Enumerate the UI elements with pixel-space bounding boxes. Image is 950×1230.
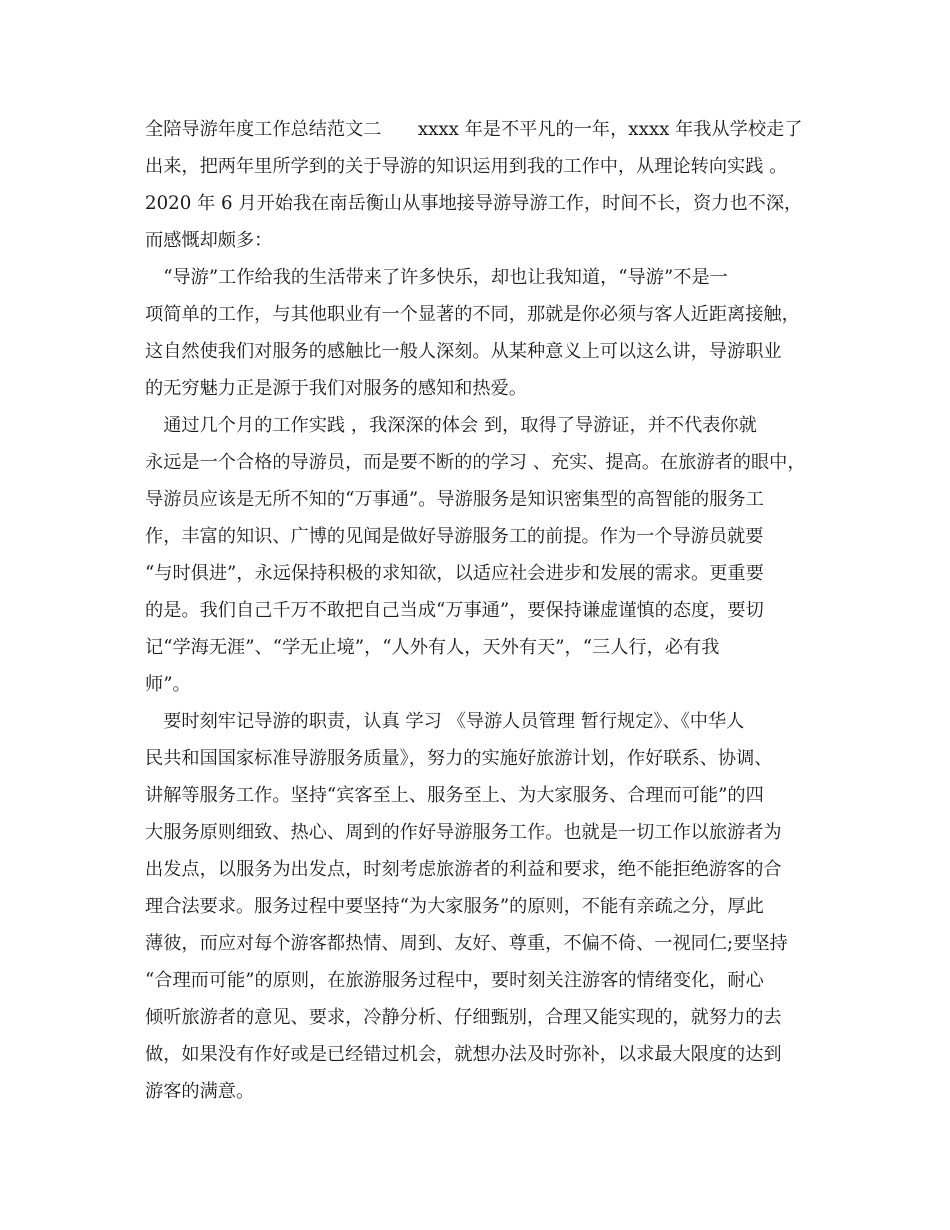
text-line: 通过几个月的工作实践 ，我深深的体会 到，取得了导游证，并不代表你就 — [145, 415, 757, 436]
text-line: 2020 年 6 月开始我在南岳衡山从事地接导游导游工作，时间不长，资力也不深， — [145, 193, 803, 214]
text-line: “与时俱进”，永远保持积极的求知欲，以适应社会进步和发展的需求。更重要 — [145, 563, 764, 584]
text-line: 理合法要求。服务过程中要坚持“为大家服务”的原则，不能有亲疏之分，厚此 — [145, 896, 764, 917]
text-line: 的无穷魅力正是源于我们对服务的感知和热爱。 — [145, 378, 527, 399]
text-line: 永远是一个合格的导游员，而是要不断的的学习 、充实、提高。在旅游者的眼中， — [145, 452, 806, 473]
text-line: 项简单的工作，与其他职业有一个显著的不同，那就是你必须与客人近距离接触， — [145, 304, 800, 325]
text-line: 导游员应该是无所不知的“万事通”。导游服务是知识密集型的高智能的服务工 — [145, 489, 764, 510]
text-line: 薄彼，而应对每个游客都热情、周到、友好、尊重，不偏不倚、一视同仁;要坚持 — [145, 933, 788, 954]
text-line: 做，如果没有作好或是已经错过机会，就想办法及时弥补，以求最大限度的达到 — [145, 1044, 782, 1065]
text-line: “导游”工作给我的生活带来了许多快乐，却也让我知道，“导游”不是一 — [145, 267, 728, 288]
text-line: 游客的满意。 — [145, 1081, 255, 1102]
text-line: 出来，把两年里所学到的关于导游的知识运用到我的工作中，从理论转向实践 。 — [145, 156, 788, 177]
text-line: 记“学海无涯”、“学无止境”，“人外有人，天外有天”，“三人行，必有我 — [145, 637, 720, 658]
text-line: “合理而可能”的原则，在旅游服务过程中，要时刻关注游客的情绪变化，耐心 — [145, 970, 764, 991]
text-line: 这自然使我们对服务的感触比一般人深刻。从某种意义上可以这么讲，导游职业 — [145, 341, 782, 362]
text-line: 的是。我们自己千万不敢把自己当成“万事通”，要保持谦虚谨慎的态度，要切 — [145, 600, 764, 621]
text-line: 要时刻牢记导游的职责，认真 学习 《导游人员管理 暂行规定》、《中华人 — [145, 711, 745, 732]
text-line: 倾听旅游者的意见、要求，冷静分析、仔细甄别，合理又能实现的，就努力的去 — [145, 1007, 782, 1028]
text-line: 讲解等服务工作。坚持“宾客至上、服务至上、为大家服务、合理而可能”的四 — [145, 785, 764, 806]
text-line: 出发点，以服务为出发点，时刻考虑旅游者的利益和要求，绝不能拒绝游客的合 — [145, 859, 782, 880]
text-line: 师”。 — [145, 674, 191, 695]
text-line: 而感慨却颇多： — [145, 230, 273, 251]
text-line: 全陪导游年度工作总结范文二 xxxx 年是不平凡的一年，xxxx 年我从学校走了 — [145, 119, 803, 140]
text-line: 民共和国国家标准导游服务质量》，努力的实施好旅游计划，作好联系、协调、 — [145, 748, 773, 769]
text-line: 大服务原则细致、热心、周到的作好导游服务工作。也就是一切工作以旅游者为 — [145, 822, 782, 843]
text-line: 作，丰富的知识、广博的见闻是做好导游服务工的前提。作为一个导游员就要 — [145, 526, 764, 547]
